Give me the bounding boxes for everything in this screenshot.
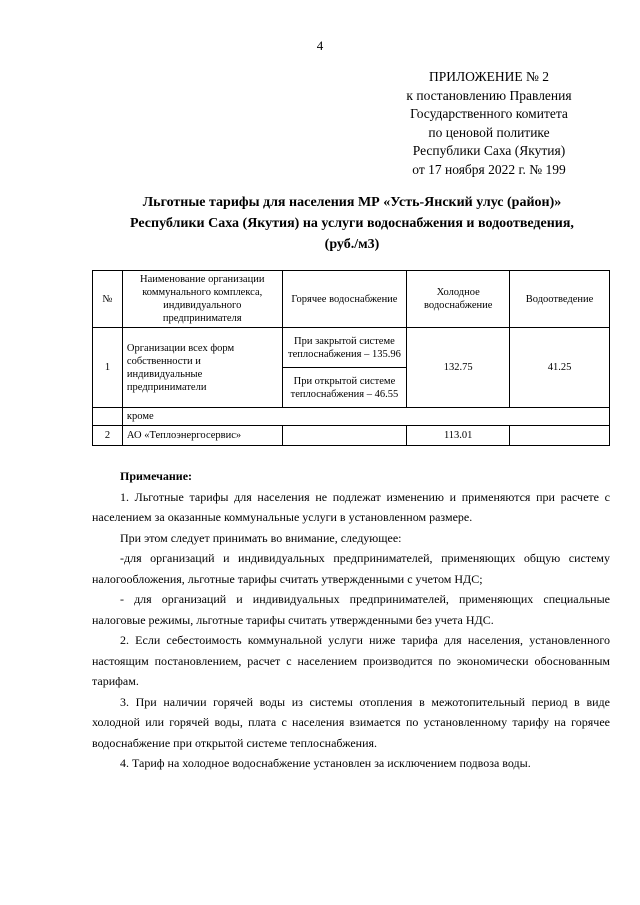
title-line: Льготные тарифы для населения МР «Усть-Янский улус (район)» [142,195,562,210]
row1-drain: 41.25 [510,328,610,408]
appendix-line: от 17 ноября 2022 г. № 199 [412,161,566,177]
row2-drain [510,426,610,446]
note-paragraph: -для организаций и индивидуальных предпринимателей, применяющих общую систему налогообложения, льготные тарифы считать утвержденными с учетом НДС; [92,551,610,586]
note-paragraph: При этом следует принимать во внимание, следующее: [120,530,402,545]
except-label: кроме [122,408,609,426]
table-row [93,328,610,368]
table-row [93,426,610,446]
appendix-line: Республики Саха (Якутия) [412,143,566,158]
row2-org: АО «Теплоэнергосервис» [122,426,282,446]
title-line: Республики Саха (Якутия) на услуги водоснабжения и водоотведения, [130,216,574,231]
header-num: № [93,271,123,328]
note-paragraph: - для организаций и индивидуальных предпринимателей, применяющих специальные налоговые режимы, льготные тарифы считать утвержденными без учета НДС. [92,592,610,627]
tariff-table [92,270,610,446]
row1-hot-closed: При закрытой системе теплоснабжения – 135.96 [282,328,407,368]
note-paragraph: 3. При наличии горячей воды из системы отопления в межотопительный период в виде холодной или горячей воды, плата с населения взимается по установленному тарифу на горячее водоснабжение при открытой системе теплоснабжения. [92,694,610,750]
notes-section [92,466,610,774]
title-line: (руб./м3) [324,237,380,252]
header-hot-water: Горячее водоснабжение [282,271,407,328]
appendix-line: ПРИЛОЖЕНИЕ № 2 [428,69,550,84]
row1-hot-open: При открытой системе теплоснабжения – 46.55 [282,368,407,408]
header-drainage: Водоотведение [510,271,610,328]
document-title [92,192,612,255]
row1-cold: 132.75 [407,328,510,408]
notes-title: Примечание: [120,469,193,483]
table-row-except [93,408,610,426]
row2-hot [282,426,407,446]
appendix-line: по ценовой политике [428,124,550,140]
appendix-line: к постановлению Правления [406,87,572,103]
note-paragraph: 2. Если себестоимость коммунальной услуги ниже тарифа для населения, установленного настоящим постановлением, расчет с населением производится по экономически обоснованным тарифам. [92,633,610,688]
row1-org: Организации всех форм собственности и индивидуальные предприниматели [122,328,282,408]
note-paragraph: 4. Тариф на холодное водоснабжение установлен за исключением подвоза воды. [120,756,531,770]
row2-cold: 113.01 [407,426,510,446]
page-number: 4 [316,38,324,53]
note-paragraph: 1. Льготные тарифы для населения не подлежат изменению и применяются при расчете с населением за оказанные коммунальные услуги в установленном размере. [92,489,610,524]
except-num-cell [93,408,123,426]
appendix-line: Государственного комитета [410,106,568,121]
table-header-row [93,271,610,328]
header-cold-water: Холодное водоснабжение [407,271,510,328]
row2-num: 2 [93,426,123,446]
header-org: Наименование организации коммунального комплекса, индивидуального предпринимателя [122,271,282,328]
row1-num: 1 [93,328,123,408]
appendix-block [380,68,598,179]
